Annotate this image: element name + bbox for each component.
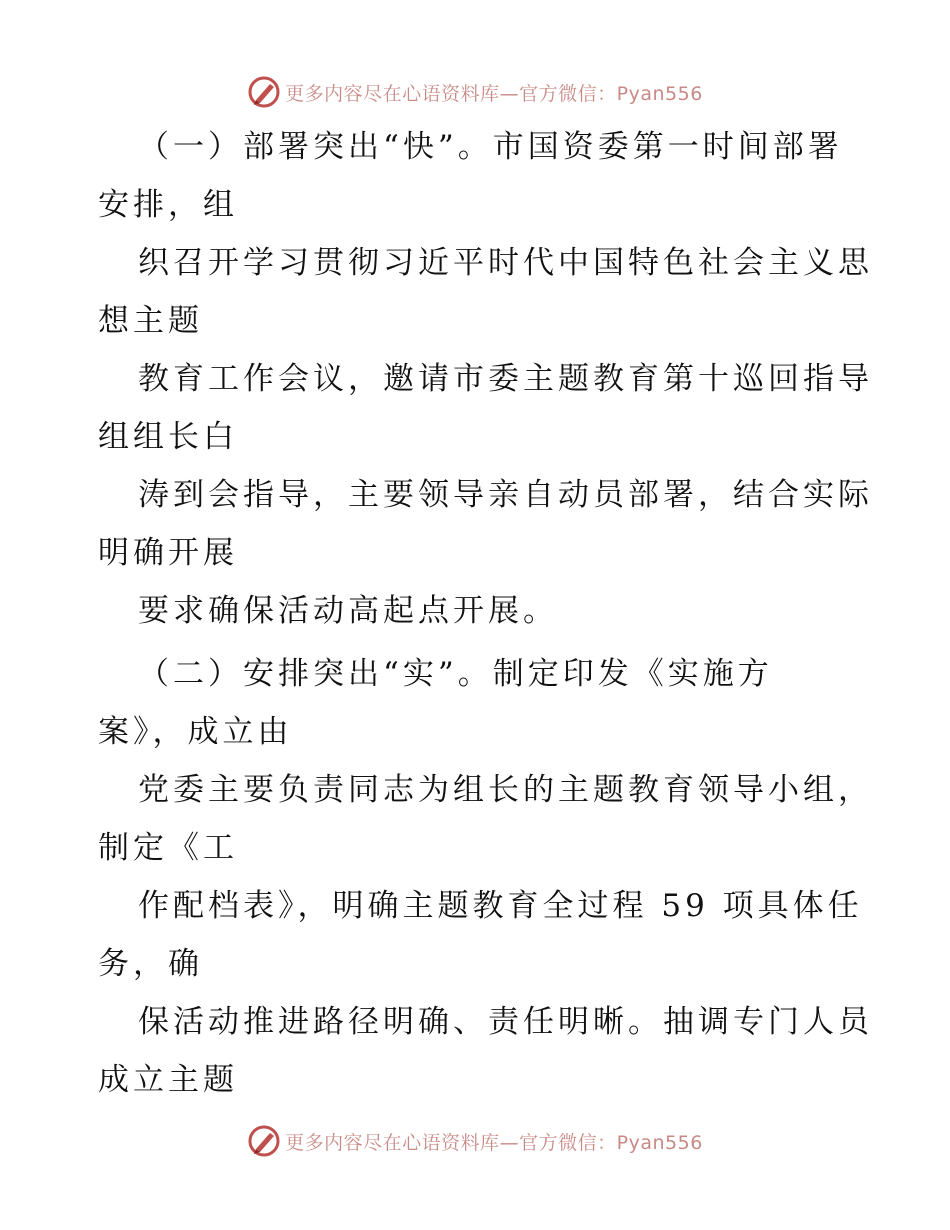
paragraph-line: 织召开学习贯彻习近平时代中国特色社会主义思 (138, 245, 873, 281)
pen-logo-icon (247, 75, 281, 109)
paragraph-line: （二）安排突出“实”。制定印发《实施方 (138, 656, 773, 692)
paragraph-line: 要求确保活动高起点开展。 (138, 593, 558, 629)
paragraph-line: 涛到会指导，主要领导亲自动员部署，结合实际 (138, 477, 873, 513)
watermark-text: 更多内容尽在心语资料库—官方微信：Pyan556 (285, 1131, 703, 1154)
paragraph-line: 党委主要负责同志为组长的主题教育领导小组， (138, 772, 873, 808)
paragraph-line: 安排，组 (98, 187, 238, 223)
pen-logo-icon (247, 1124, 281, 1158)
paragraph-line: 务，确 (98, 946, 203, 982)
paragraph-line: 制定《工 (98, 830, 238, 866)
paragraph-line: 保活动推进路径明确、责任明晰。抽调专门人员 (138, 1004, 873, 1040)
paragraph-line: 案》，成立由 (98, 714, 293, 750)
paragraph-line: 教育工作会议，邀请市委主题教育第十巡回指导 (138, 361, 873, 397)
header-watermark (0, 72, 950, 112)
paragraph-line: 成立主题 (98, 1062, 238, 1098)
footer-watermark (0, 1121, 950, 1161)
paragraph-line: 组组长白 (98, 419, 238, 455)
paragraph-line: （一）部署突出“快”。市国资委第一时间部署 (138, 129, 843, 165)
paragraph-line: 想主题 (98, 303, 203, 339)
watermark-text: 更多内容尽在心语资料库—官方微信：Pyan556 (285, 82, 703, 105)
paragraph-line: 作配档表》，明确主题教育全过程 59 项具体任 (138, 888, 863, 924)
paragraph-line: 明确开展 (98, 535, 238, 571)
